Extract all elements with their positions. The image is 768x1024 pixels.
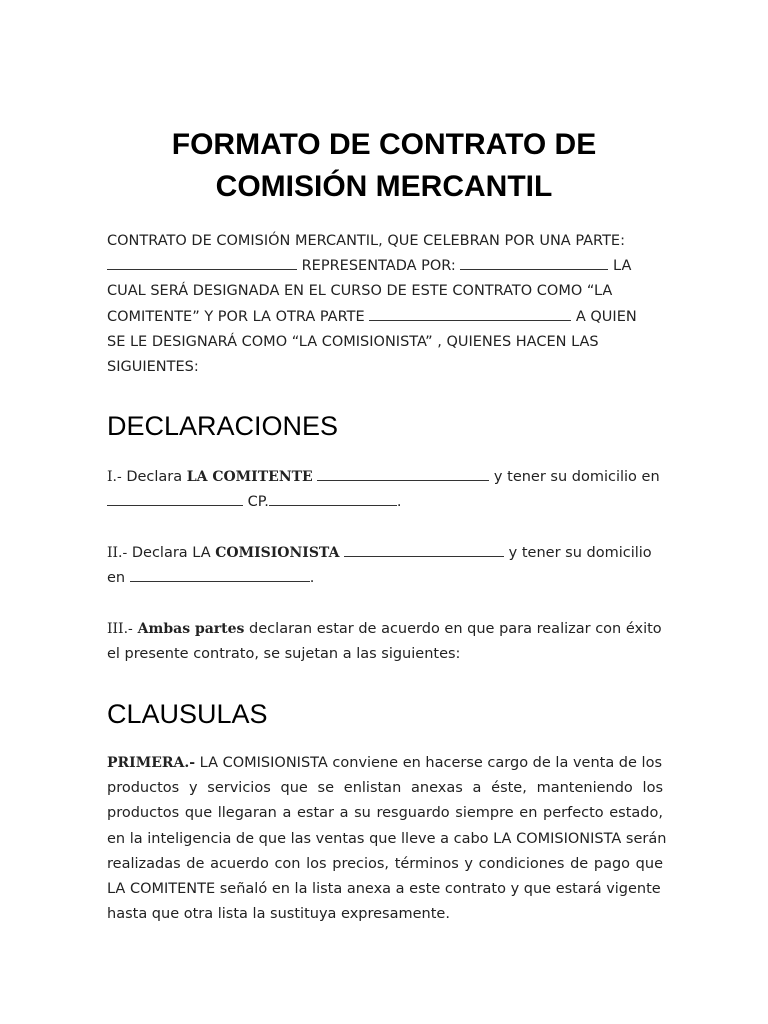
blank-field-cp (269, 491, 397, 506)
declaration-3: III.- Ambas partes declaran estar de acuerdo en que para realizar con éxito el presente contrato, se sujetan a las siguientes: (107, 621, 662, 663)
intro-line-3: CUAL SERÁ DESIGNADA EN EL CURSO DE ESTE CONTRATO COMO “LA (107, 283, 613, 300)
title-line-2: COMISIÓN MERCANTIL (215, 170, 553, 203)
intro-line-5: SE LE DESIGNARÁ COMO “LA COMISIONISTA” , QUIENES HACEN LAS (107, 333, 599, 350)
intro-line-4: COMITENTE” Y POR LA OTRA PARTE A QUIEN (107, 305, 663, 330)
declaration-1: I.- Declara LA COMITENTE y tener su domicilio en CP. . (107, 465, 663, 515)
clausulas-heading: CLAUSULAS (107, 699, 268, 729)
intro-line-1: CONTRATO DE COMISIÓN MERCANTIL, QUE CELEBRAN POR UNA PARTE: (107, 233, 625, 249)
declaration-2: II.- Declara LA COMISIONISTA y tener su domicilio en . (107, 541, 663, 591)
declaraciones-heading: DECLARACIONES (107, 411, 339, 441)
blank-field-domicilio-2 (130, 567, 310, 582)
blank-field-comisionista (344, 542, 504, 557)
blank-field-comitente (317, 466, 489, 481)
clause-label: PRIMERA.- (107, 755, 196, 771)
blank-field-party-1 (107, 255, 297, 270)
intro-line-2: REPRESENTADA POR: LA (107, 254, 663, 279)
document-title (107, 124, 661, 208)
blank-field-party-2 (369, 306, 571, 321)
blank-field-domicilio-1 (107, 491, 243, 506)
blank-field-representative (460, 255, 608, 270)
intro-line-6: SIGUIENTES: (107, 359, 199, 376)
title-line-1: FORMATO DE CONTRATO DE (171, 128, 597, 161)
clause-primera: PRIMERA.- LA COMISIONISTA conviene en hacerse cargo de la venta de los productos y servicios que se enlistan anexas a éste, manteniendo los productos que llegaran a estar a su resguardo siempre en perfecto estado, en la inteligencia de que las ventas que lleve a cabo LA COMISIONISTA serán realizadas de acuerdo con los precios, términos y condiciones de pago que LA COMITENTE señaló en la lista anexa a este contrato y que estará vigente hasta que otra lista la sustituya expresamente. (107, 755, 667, 923)
intro-paragraph (107, 229, 663, 380)
